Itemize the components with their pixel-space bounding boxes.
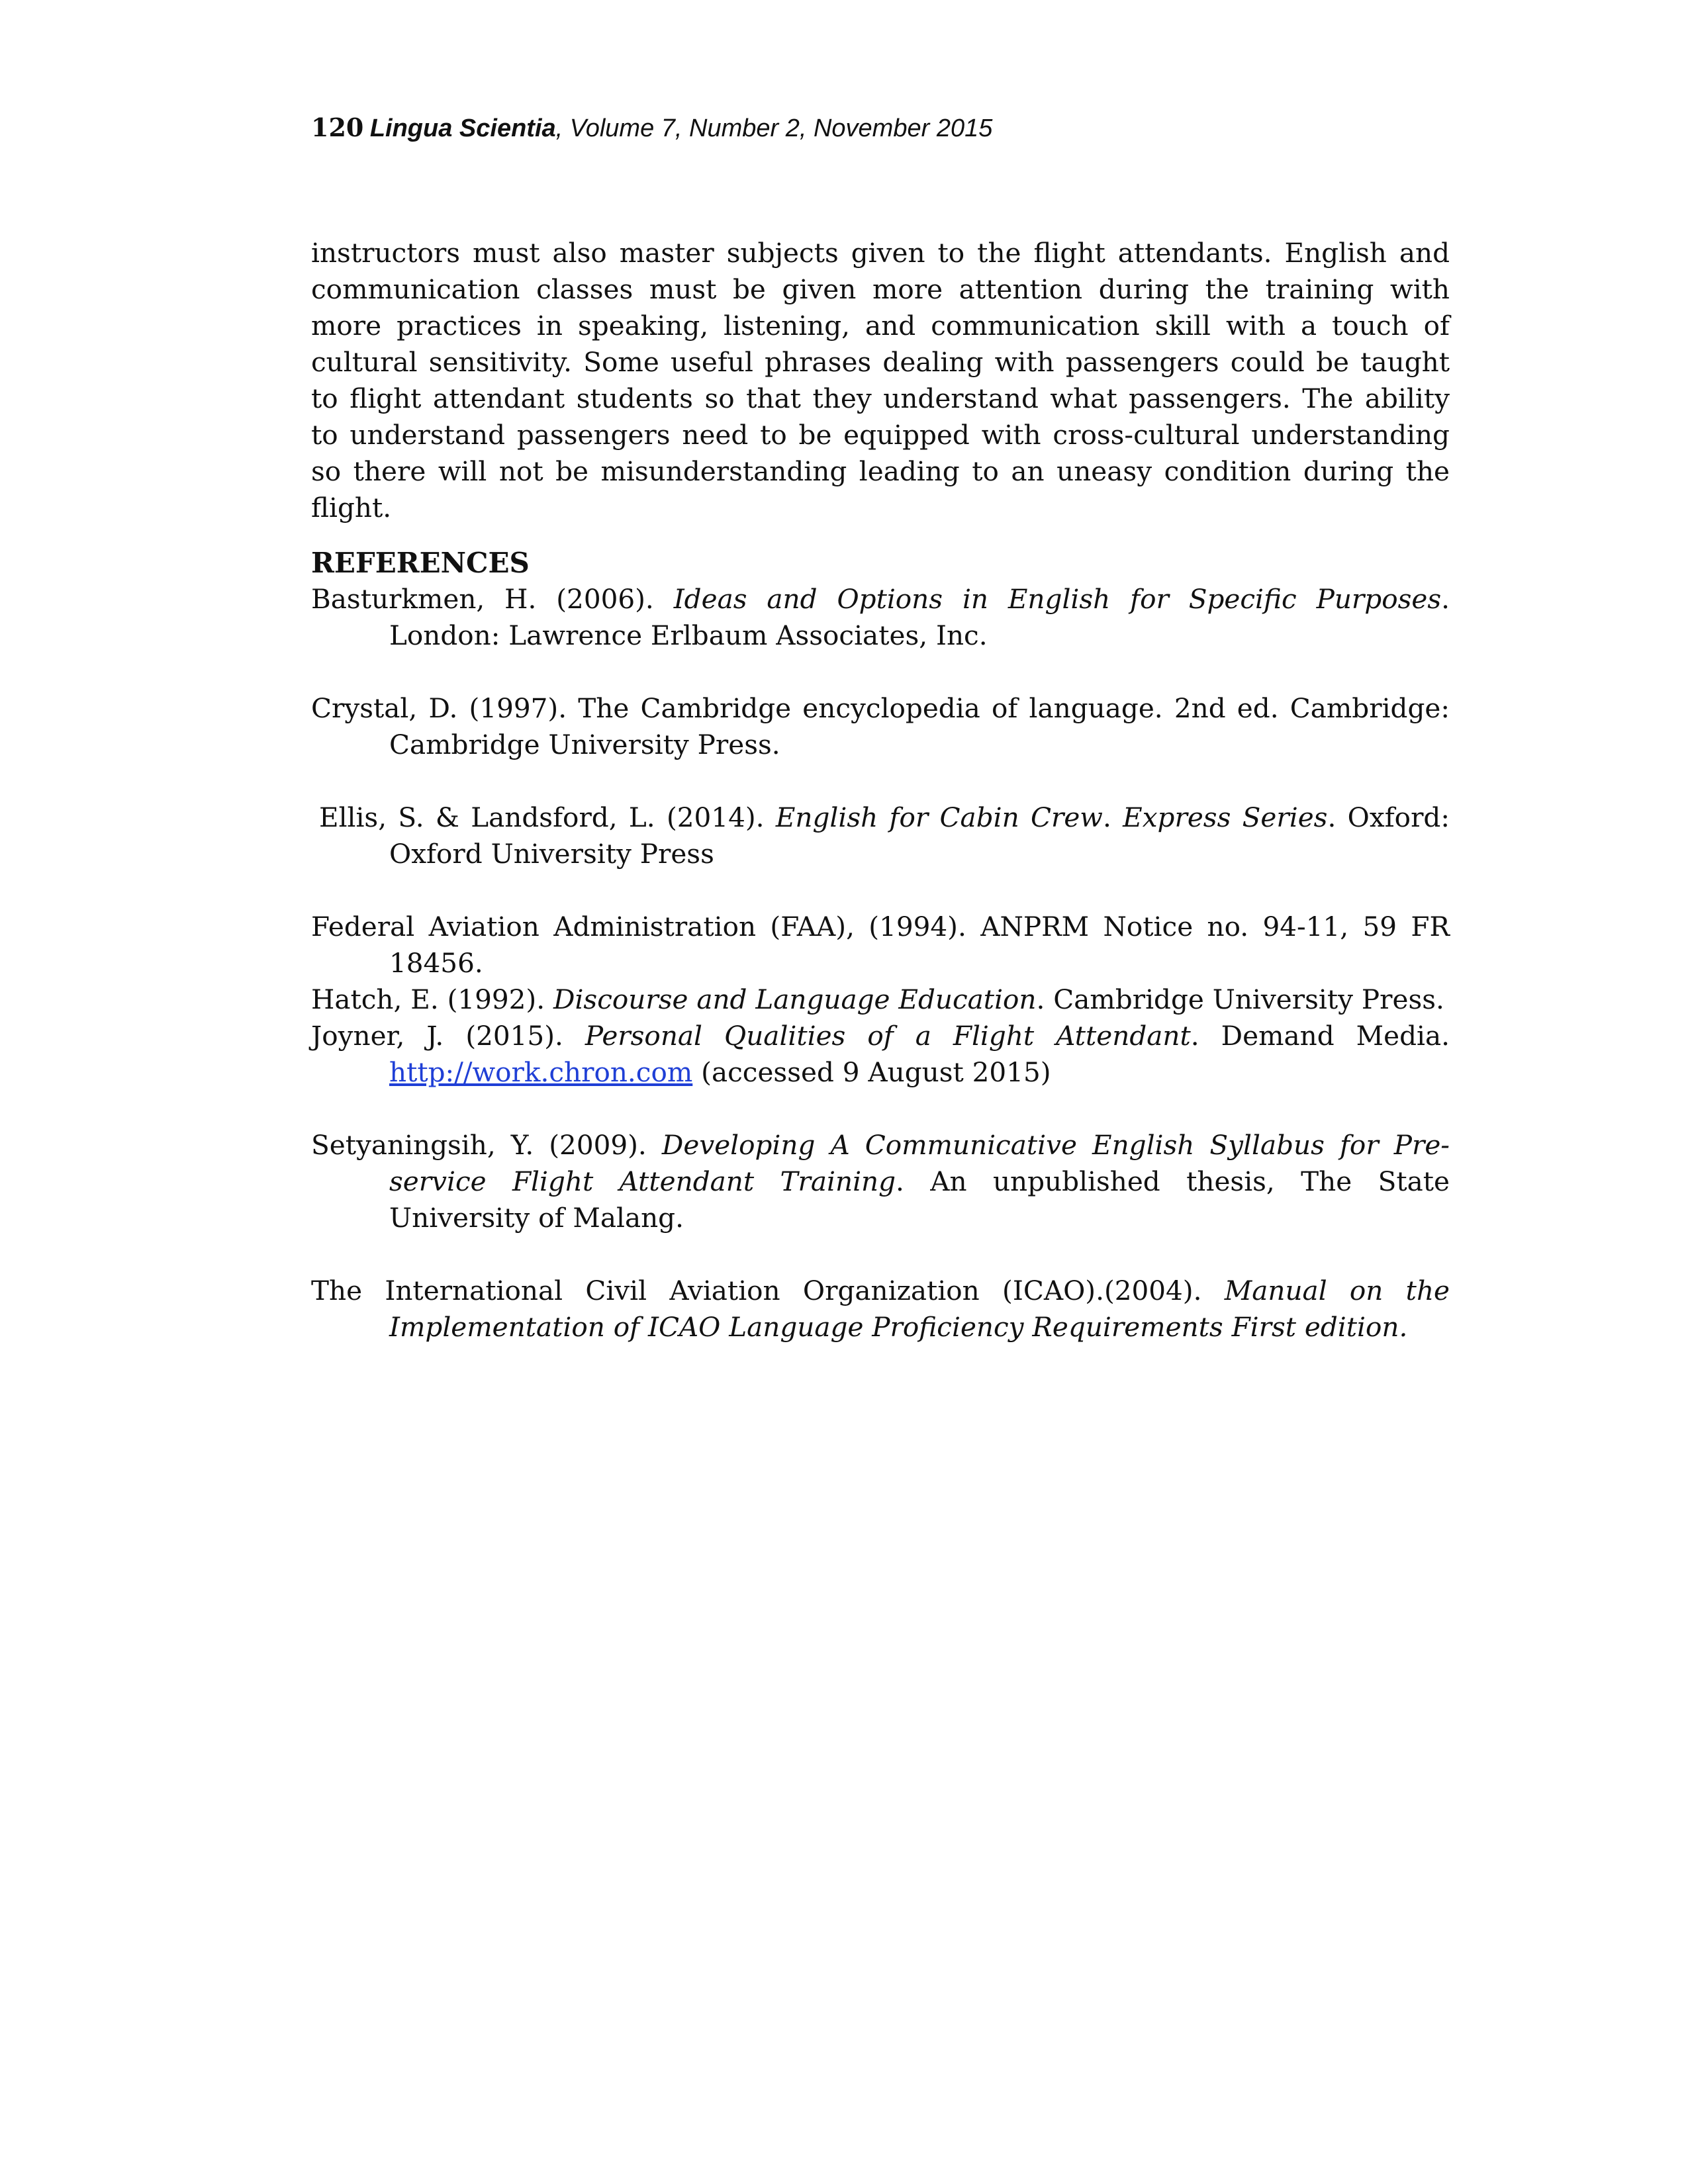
reference-author: Ellis, S. & Landsford, L. (2014). — [319, 801, 776, 833]
reference-title: Personal Qualities of a Flight Attendant — [585, 1020, 1191, 1052]
reference-author: Hatch, E. (1992). — [311, 983, 553, 1015]
volume-info: , Volume 7, Number 2, November 2015 — [555, 114, 993, 142]
reference-title: Discourse and Language Education — [553, 983, 1037, 1015]
reference-crystal: Crystal, D. (1997). The Cambridge encyclopedia of language. 2nd ed. Cambridge: Cambridge University Press. — [311, 692, 1450, 760]
reference-title: Manual on the Implementation of ICAO Language Proficiency Requirements First edition. — [389, 1275, 1450, 1343]
reference-title: English for Cabin Crew — [775, 801, 1103, 833]
references-heading: REFERENCES — [311, 547, 530, 579]
reference-setyaningsih — [311, 1127, 1450, 1236]
reference-separator: . — [1102, 801, 1123, 833]
page-content — [311, 235, 1450, 1345]
reference-series: Express Series — [1123, 801, 1328, 833]
running-header — [311, 113, 992, 143]
reference-publisher: . Oxford: Oxford University Press — [389, 801, 1450, 870]
body-paragraph: instructors must also master subjects given to the flight attendants. English and communication classes must be given more attention during the training with more practices in speaking, listening, and communication skill with a touch of cultural sensitivity. Some useful phrases dealing with passengers could be taught to flight attendant students so that they understand what passengers. The ability to understand passengers need to be equipped with cross-cultural understanding so there will not be misunderstanding leading to an uneasy condition during the flight. — [311, 237, 1450, 523]
reference-basturkmen — [311, 581, 1450, 654]
reference-publisher: . An unpublished thesis, The State University of Malang. — [389, 1165, 1450, 1234]
reference-author: The International Civil Aviation Organization (ICAO).(2004). — [311, 1275, 1225, 1306]
reference-publisher: . London: Lawrence Erlbaum Associates, Inc. — [389, 583, 1450, 651]
reference-access-date: (accessed 9 August 2015) — [692, 1056, 1051, 1088]
reference-faa: Federal Aviation Administration (FAA), (1994). ANPRM Notice no. 94-11, 59 FR 18456. — [311, 911, 1450, 979]
reference-icao — [311, 1273, 1450, 1345]
reference-author: Joyner, J. (2015). — [311, 1020, 585, 1052]
journal-name: Lingua Scientia — [369, 114, 556, 142]
reference-author: Setyaningsih, Y. (2009). — [311, 1129, 662, 1161]
reference-title: Ideas and Options in English for Specific Purposes — [673, 583, 1442, 615]
reference-publisher: . Demand Media. — [1190, 1020, 1450, 1052]
reference-link[interactable]: http://work.chron.com — [389, 1056, 693, 1088]
reference-joyner — [311, 1018, 1450, 1091]
reference-publisher: . Cambridge University Press. — [1036, 983, 1444, 1015]
reference-author: Basturkmen, H. (2006). — [311, 583, 674, 615]
reference-ellis — [319, 799, 1450, 872]
page-number: 120 — [311, 113, 364, 142]
reference-hatch — [311, 981, 1450, 1018]
reference-title: Developing A Communicative English Syllabus for Pre-service Flight Attendant Training — [389, 1129, 1450, 1197]
